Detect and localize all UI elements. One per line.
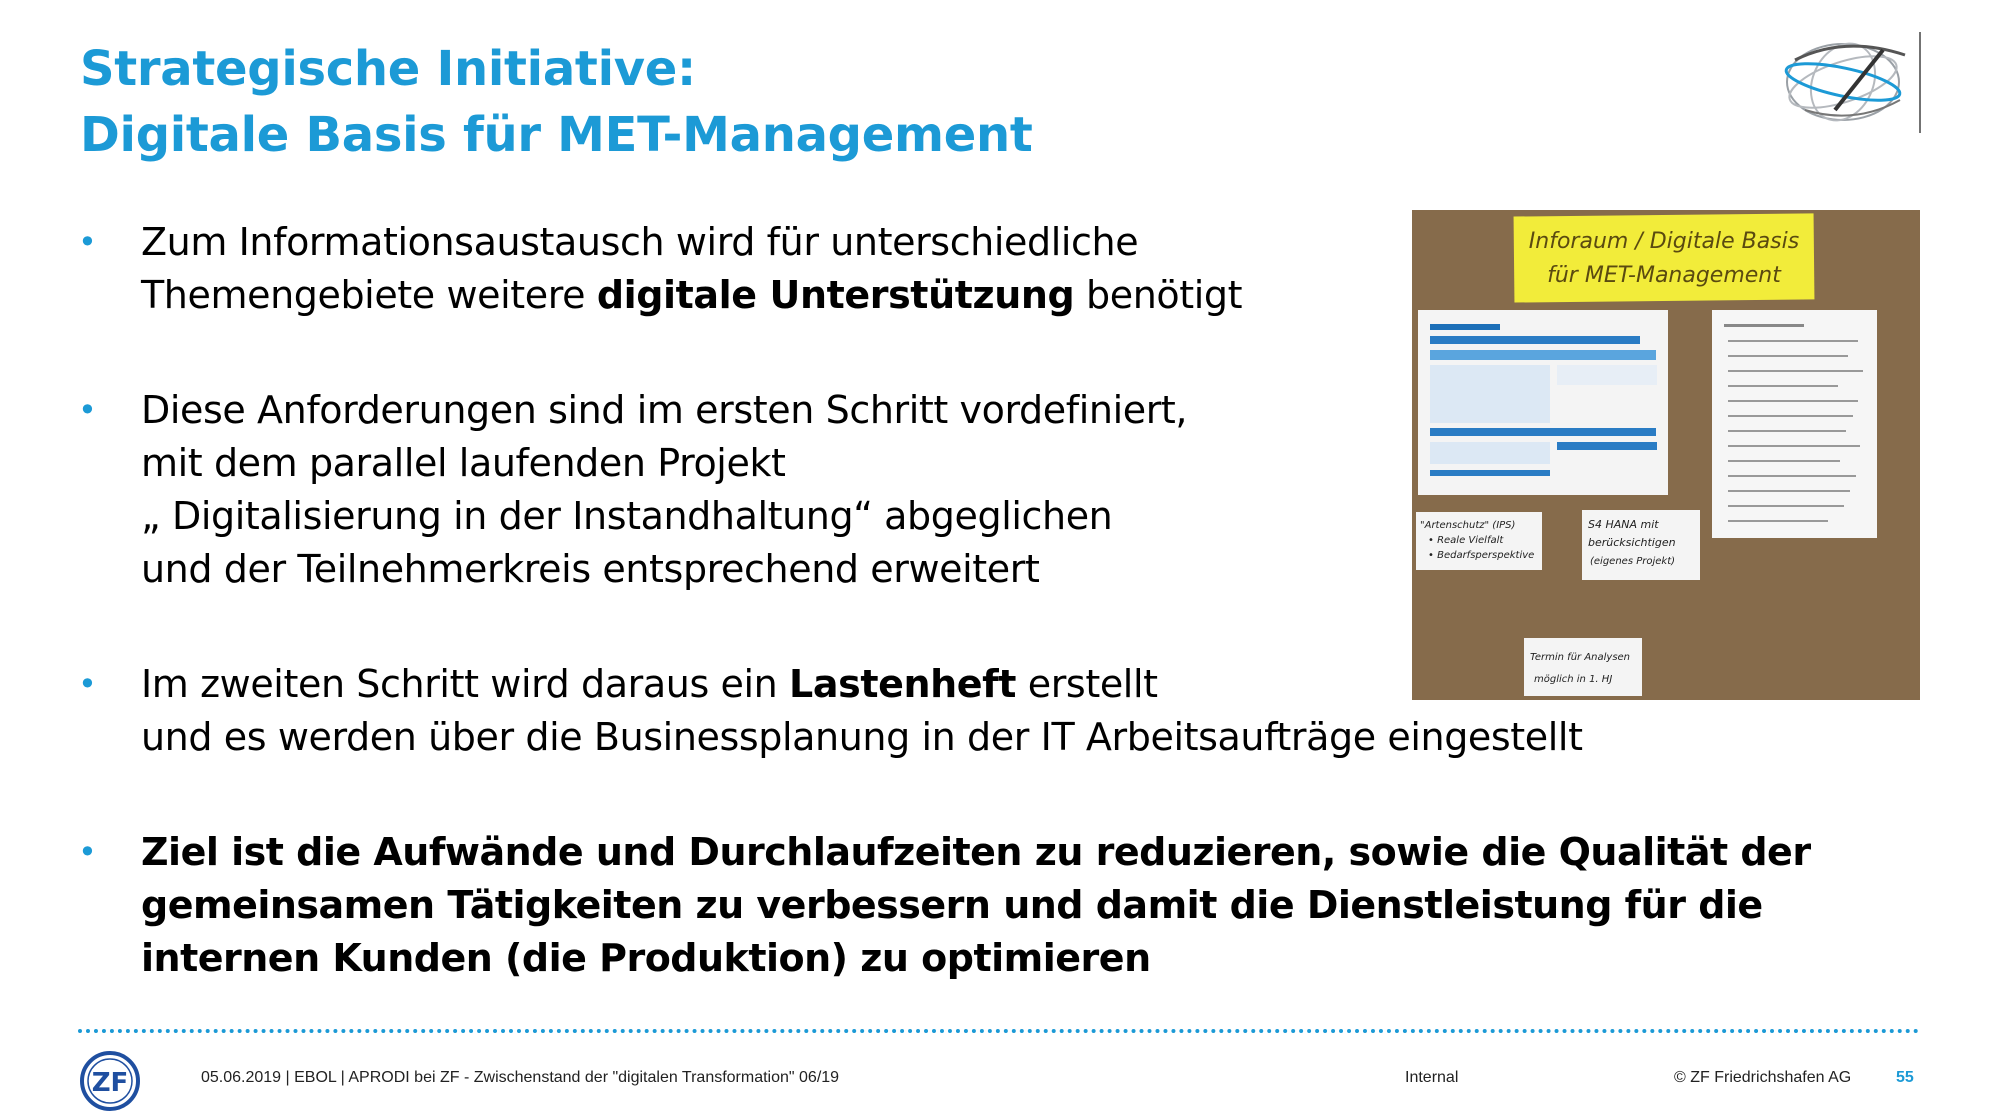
- bullet-dot-icon: •: [78, 665, 97, 703]
- zf-logo-text: ZF: [91, 1068, 129, 1098]
- note1-line1: "Artenschutz" (IPS): [1420, 520, 1516, 531]
- bullet-dot-icon: •: [78, 391, 97, 429]
- zf-logo-icon: [78, 1050, 142, 1112]
- note2-line3: (eigenes Projekt): [1590, 556, 1676, 567]
- slide-title: [80, 36, 1032, 168]
- bullet-text: [141, 826, 1811, 985]
- footer-copyright: © ZF Friedrichshafen AG: [1674, 1069, 1852, 1086]
- note1-line2: • Reale Vielfalt: [1428, 535, 1504, 546]
- footer-divider: [78, 1029, 1920, 1033]
- sign-text-line1: Inforaum / Digitale Basis: [1528, 229, 1800, 254]
- bullet-line: Themengebiete weitere digitale Unterstützung benötigt: [141, 273, 1243, 317]
- bullet-text: [141, 384, 1187, 596]
- bullet-line: „ Digitalisierung in der Instandhaltung“ abgeglichen: [141, 494, 1113, 538]
- note3-line1: Termin für Analysen: [1530, 652, 1631, 663]
- bullet-line: Ziel ist die Aufwände und Durchlaufzeiten zu reduzieren, sowie die Qualität der: [141, 830, 1811, 874]
- bullet-text: [141, 658, 1583, 764]
- emphasis: Lastenheft: [789, 662, 1017, 706]
- note2-line2: berücksichtigen: [1588, 536, 1676, 549]
- emphasis: digitale Unterstützung: [596, 273, 1075, 317]
- bullet-dot-icon: •: [78, 833, 97, 871]
- bullet-line: gemeinsamen Tätigkeiten zu verbessern und damit die Dienstleistung für die: [141, 883, 1763, 927]
- page-number: 55: [1896, 1069, 1914, 1086]
- bullet-dot-icon: •: [78, 223, 97, 261]
- globe-logo-icon: [1765, 30, 1925, 135]
- note1-line3: • Bedarfsperspektive: [1428, 550, 1535, 561]
- bullet-line: Zum Informationsaustausch wird für unterschiedliche: [141, 220, 1139, 264]
- bullet-line: Im zweiten Schritt wird daraus ein Lastenheft erstellt: [141, 662, 1158, 706]
- info-board-photo: [1412, 210, 1920, 700]
- footer-date-info: 05.06.2019 | EBOL | APRODI bei ZF - Zwischenstand der "digitalen Transformation" 06/19: [201, 1069, 840, 1086]
- printout-status: [1418, 310, 1668, 495]
- slide-title-line1: Strategische Initiative:: [80, 41, 696, 97]
- bullet-line: Diese Anforderungen sind im ersten Schritt vordefiniert,: [141, 388, 1188, 432]
- footer-classification: Internal: [1405, 1069, 1459, 1086]
- sign-text-line2: für MET-Management: [1547, 263, 1781, 288]
- note3-line2: möglich in 1. HJ: [1534, 674, 1613, 685]
- bullet-line: und der Teilnehmerkreis entsprechend erweitert: [141, 547, 1040, 591]
- bullet-text: [141, 216, 1242, 322]
- bullet-line: mit dem parallel laufenden Projekt: [141, 441, 786, 485]
- printout-initiatives: [1712, 310, 1877, 538]
- note2-line1: S4 HANA mit: [1588, 518, 1659, 531]
- bullet-line: internen Kunden (die Produktion) zu optimieren: [141, 936, 1151, 980]
- bullet-line: und es werden über die Businessplanung in der IT Arbeitsaufträge eingestellt: [141, 715, 1583, 759]
- slide-title-line2: Digitale Basis für MET-Management: [80, 107, 1033, 163]
